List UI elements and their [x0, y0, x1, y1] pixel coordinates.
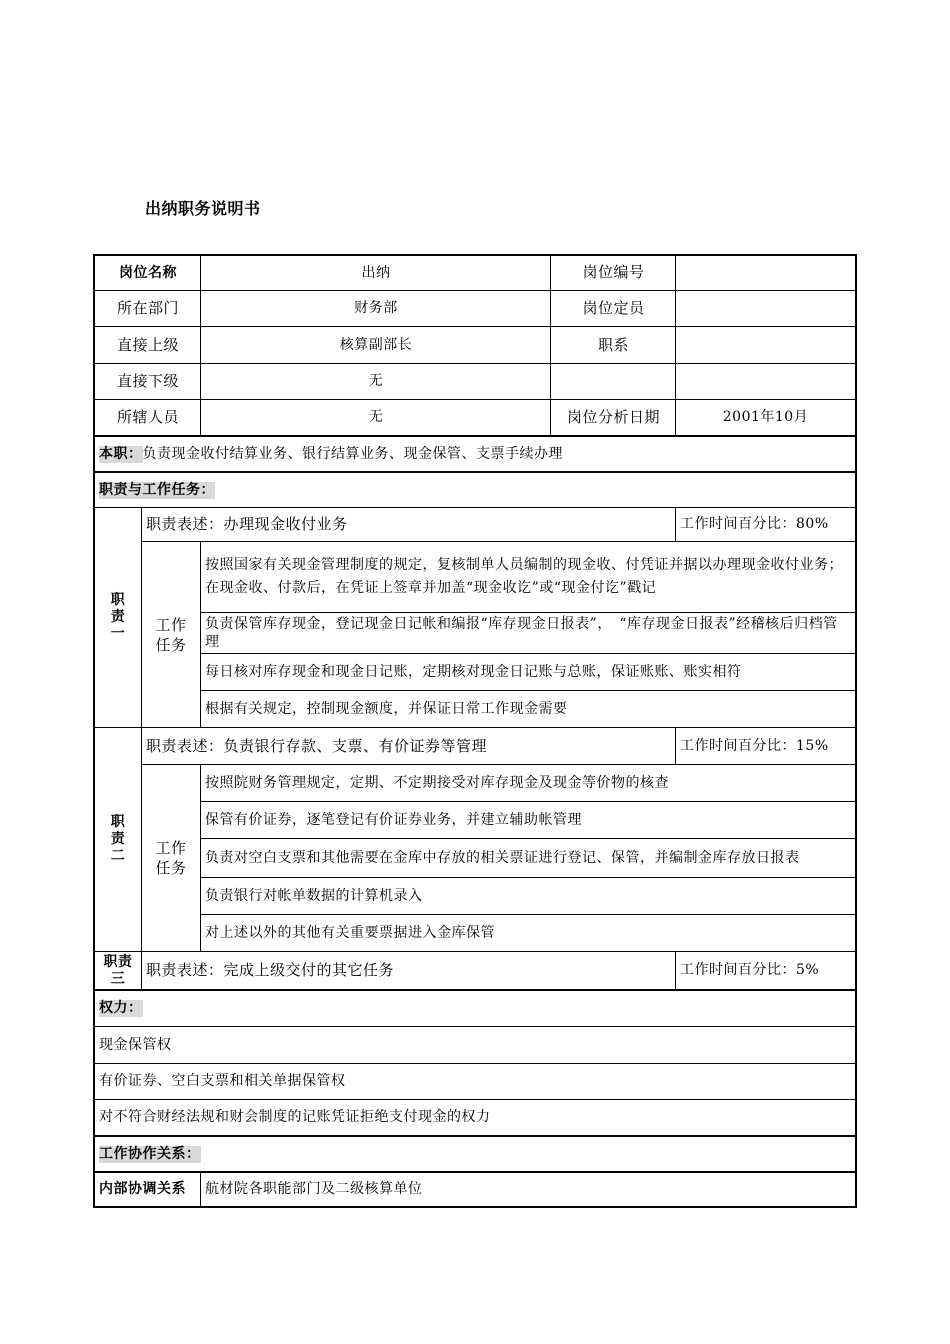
superior-value: 核算副部长: [339, 336, 413, 353]
duty-1-description: 职责表述：办理现金收付业务: [146, 515, 348, 533]
duty-2-task-5: 对上述以外的其他有关重要票据进入金库保管: [205, 924, 495, 941]
duty-3-description: 职责表述：完成上级交付的其它任务: [146, 961, 395, 979]
internal-relations-label: 内部协调关系: [99, 1181, 186, 1197]
department-label: 所在部门: [116, 299, 179, 317]
authority-item-1: 现金保管权: [99, 1036, 172, 1053]
duty-2-task-3: 负责对空白支票和其他需要在金库中存放的相关票证进行登记、保管，并编制金库存放日报表: [205, 850, 800, 866]
duty-2-task-4: 负责银行对帐单数据的计算机录入: [205, 887, 423, 904]
duty-1-time-percent: 工作时间百分比：80%: [680, 516, 829, 532]
subordinate-label: 直接下级: [116, 372, 179, 390]
superior-label: 直接上级: [116, 335, 179, 354]
duty-3-time-percent: 工作时间百分比：5%: [680, 962, 820, 978]
core-duty-row: [95, 437, 855, 471]
authority-header-row: [95, 991, 855, 1026]
subordinate-value: 无: [368, 373, 384, 389]
duty-2-name: 职 责 二: [110, 814, 126, 864]
page-title: 出纳职务说明书: [145, 199, 261, 218]
duties-header: 职责与工作任务：: [99, 481, 215, 498]
duty-1-task-4: 根据有关规定，控制现金额度，并保证日常工作现金需要: [205, 700, 568, 717]
duty-1-task-3: 每日核对库存现金和现金日记账，定期核对现金日记账与总账，保证账账、账实相符: [205, 663, 742, 680]
duty-2-task-1: 按照院财务管理规定，定期、不定期接受对库存现金及现金等价物的核查: [205, 774, 669, 791]
department-value: 财务部: [354, 300, 398, 316]
position-code-value: [676, 256, 855, 290]
relations-header-row: [95, 1137, 855, 1171]
duty-2-description: 职责表述：负责银行存款、支票、有价证券等管理: [146, 736, 488, 755]
duty-1-task-1: 按照国家有关现金管理制度的规定，复核制单人员编制的现金收、付凭证并据以办理现金收付业务；在现金收、付款后，在凭证上签章并加盖“现金收讫”或“现金付讫”戳记: [205, 557, 843, 596]
authority-item-2: 有价证券、空白支票和相关单据保管权: [99, 1073, 346, 1089]
headcount-value: [676, 291, 855, 326]
position-name-value: 出纳: [361, 264, 391, 281]
authority-item-3: 对不符合财经法规和财会制度的记账凭证拒绝支付现金的权力: [99, 1109, 491, 1125]
position-code-label: 岗位编号: [582, 264, 645, 281]
job-series-value: [676, 327, 855, 363]
authority-header: 权力：: [99, 1000, 143, 1016]
headcount-label: 岗位定员: [582, 299, 645, 317]
duty-3-name: 职责 三: [103, 953, 133, 987]
internal-relations-value: 航材院各职能部门及二级核算单位: [205, 1181, 423, 1197]
duty-2-time-percent: 工作时间百分比：15%: [680, 737, 829, 754]
duty-1-name: 职 责 一: [110, 592, 126, 642]
duty-2-task-2: 保管有价证券，逐笔登记有价证券业务，并建立辅助帐管理: [205, 811, 582, 828]
analysis-date-label: 岗位分析日期: [566, 408, 660, 426]
duty-1-task-label: 工作 任务: [155, 615, 187, 654]
staff-value: 无: [368, 409, 384, 425]
position-name-label: 岗位名称: [119, 264, 177, 281]
job-series-label: 职系: [597, 335, 629, 354]
duties-header-row: [95, 473, 855, 507]
duty-2-task-label: 工作 任务: [155, 839, 187, 877]
staff-label: 所辖人员: [116, 408, 179, 426]
core-duty-text: 负责现金收付结算业务、银行结算业务、现金保管、支票手续办理: [142, 445, 563, 462]
core-duty-label: 本职：: [99, 445, 143, 462]
analysis-date-value: 2001年10月: [722, 409, 809, 425]
relations-header: 工作协作关系：: [99, 1145, 201, 1162]
duty-1-task-2: 负责保管库存现金，登记现金日记帐和编报“库存现金日报表”， “库存现金日报表”经稽核后归档管理: [205, 616, 838, 650]
